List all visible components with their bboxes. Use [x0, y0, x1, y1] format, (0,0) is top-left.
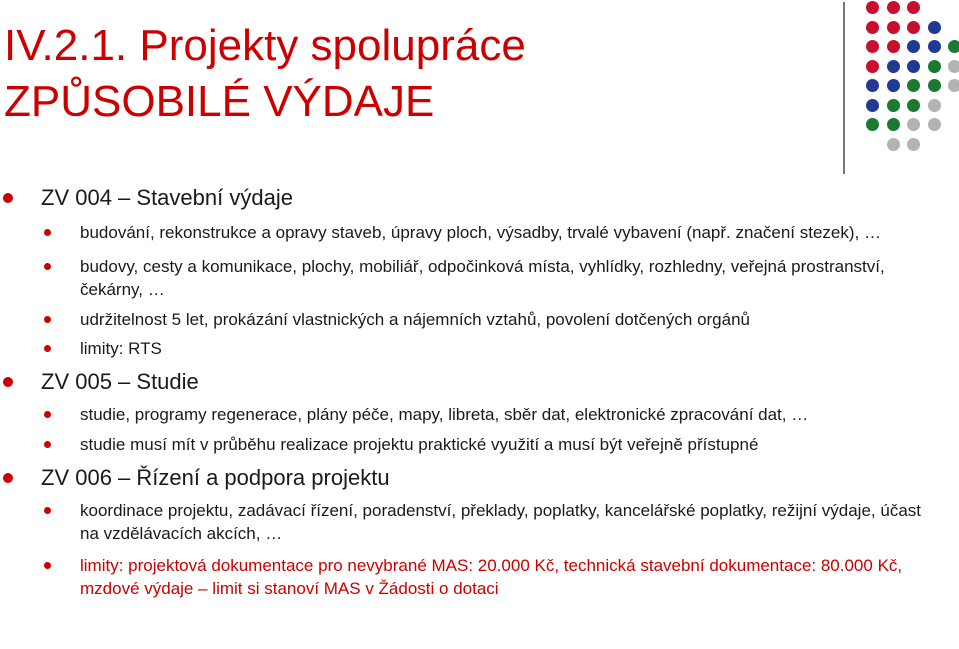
bullet-icon: [44, 507, 51, 514]
blue-dot: [928, 40, 941, 53]
green-dot: [887, 99, 900, 112]
red-dot: [887, 21, 900, 34]
blue-dot: [907, 40, 920, 53]
list-item: [0, 221, 940, 244]
list-item: [0, 433, 940, 456]
list-item-text: studie musí mít v průběhu realizace projektu praktické využití a musí být veřejně přístupné: [80, 435, 759, 454]
section-heading-stavebni-vydaje: [0, 184, 940, 212]
slide-title-line-2: ZPŮSOBILÉ VÝDAJE: [4, 77, 435, 126]
blue-dot: [928, 21, 941, 34]
list-item: [0, 403, 940, 426]
bullet-icon: [44, 441, 51, 448]
gray-dot: [928, 118, 941, 131]
green-dot: [928, 79, 941, 92]
bullet-icon: [44, 263, 51, 270]
green-dot: [928, 60, 941, 73]
bullet-icon: [44, 229, 51, 236]
slide-title-line-1: IV.2.1. Projekty spolupráce: [4, 21, 526, 70]
list-item: [0, 255, 940, 301]
section-heading-studie: [0, 368, 940, 396]
list-item: [0, 308, 940, 331]
gray-dot: [887, 138, 900, 151]
section-heading-text: ZV 004 – Stavební výdaje: [41, 185, 293, 210]
green-dot: [948, 40, 959, 53]
slide-title: [4, 18, 526, 130]
list-item: [0, 499, 940, 545]
list-item-text: studie, programy regenerace, plány péče, mapy, libreta, sběr dat, elektronické zpracování dat, …: [80, 405, 809, 424]
blue-dot: [866, 79, 879, 92]
bullet-icon: [3, 193, 13, 203]
blue-dot: [887, 60, 900, 73]
green-dot: [907, 79, 920, 92]
bullet-icon: [44, 411, 51, 418]
green-dot: [887, 118, 900, 131]
list-item-text: budovy, cesty a komunikace, plochy, mobiliář, odpočinková místa, vyhlídky, rozhledny, veřejná prostranství, čekárny, …: [80, 257, 885, 299]
list-item-limits: [0, 554, 940, 600]
gray-dot: [907, 138, 920, 151]
red-dot: [887, 1, 900, 14]
list-item: [0, 337, 940, 360]
bullet-icon: [44, 345, 51, 352]
red-dot: [866, 21, 879, 34]
green-dot: [866, 118, 879, 131]
red-dot: [866, 40, 879, 53]
bullet-icon: [44, 562, 51, 569]
list-item-text: koordinace projektu, zadávací řízení, poradenství, překlady, poplatky, kancelářské poplatky, režijní výdaje, účast na vzdělávacích akcích, …: [80, 501, 921, 543]
gray-dot: [948, 79, 959, 92]
blue-dot: [907, 60, 920, 73]
red-dot: [907, 21, 920, 34]
bullet-icon: [3, 377, 13, 387]
red-dot: [907, 1, 920, 14]
red-dot: [887, 40, 900, 53]
gray-dot: [928, 99, 941, 112]
list-item-text: limity: projektová dokumentace pro nevybrané MAS: 20.000 Kč, technická stavební dokumentace: 80.000 Kč, mzdové výdaje – limit si stanoví MAS v Žádosti o dotaci: [80, 556, 903, 598]
gray-dot: [907, 118, 920, 131]
blue-dot: [887, 79, 900, 92]
list-item-text: budování, rekonstrukce a opravy staveb, úpravy ploch, výsadby, trvalé vybavení (např. značení stezek), …: [80, 223, 881, 242]
blue-dot: [866, 99, 879, 112]
list-item-text: udržitelnost 5 let, prokázání vlastnických a nájemních vztahů, povolení dotčených orgánů: [80, 310, 750, 329]
bullet-icon: [3, 473, 13, 483]
gray-dot: [948, 60, 959, 73]
list-item-text: limity: RTS: [80, 339, 162, 358]
bullet-icon: [44, 316, 51, 323]
green-dot: [907, 99, 920, 112]
red-dot: [866, 1, 879, 14]
decorative-divider-line: [843, 2, 845, 174]
section-heading-text: ZV 005 – Studie: [41, 369, 199, 394]
red-dot: [866, 60, 879, 73]
section-heading-rizeni-projektu: [0, 464, 940, 492]
decorative-dot-grid: [860, 0, 959, 160]
section-heading-text: ZV 006 – Řízení a podpora projektu: [41, 465, 390, 490]
slide-content: [0, 184, 940, 600]
